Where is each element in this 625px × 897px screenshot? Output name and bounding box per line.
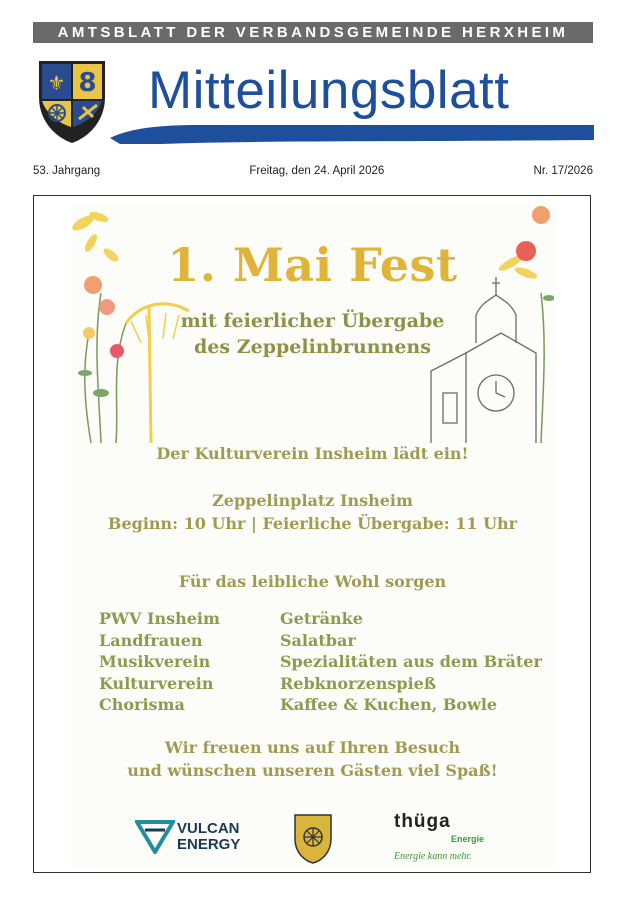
thuega-sub: Energie: [451, 834, 485, 844]
offer-list: [280, 608, 542, 716]
list-item: Chorisma: [99, 695, 185, 714]
thuega-slogan: Energie kann mehr.: [394, 851, 472, 862]
list-item: Kaffee & Kuchen, Bowle: [280, 695, 498, 714]
issue-date: Freitag, den 24. April 2026: [249, 165, 385, 177]
issue-info-line: [33, 165, 593, 177]
masthead-topbar: AMTSBLATT DER VERBANDSGEMEINDE HERXHEIM: [33, 22, 593, 43]
provider-list: [99, 608, 220, 716]
list-item: Landfrauen: [99, 630, 203, 650]
insheim-crest-icon: [293, 813, 333, 865]
svg-text:8: 8: [78, 68, 97, 98]
poster-subtitle-1: mit feierlicher Übergabe: [180, 310, 445, 332]
sponsor-logos: [71, 805, 554, 870]
list-item: Getränke: [280, 609, 363, 628]
vulcan-logo-line-2: ENERGY: [177, 836, 241, 853]
vulcan-logo-icon: [135, 820, 175, 854]
list-item: PWV Insheim: [99, 609, 220, 628]
jahrgang-label: 53. Jahrgang: [33, 165, 101, 177]
poster-place: Zeppelinplatz Insheim: [212, 491, 413, 510]
list-item: Rebknorzenspieß: [280, 673, 436, 693]
poster-subtitle-2: des Zeppelinbrunnens: [194, 336, 431, 358]
vulcan-logo: [177, 821, 240, 853]
poster-food-heading: Für das leibliche Wohl sorgen: [178, 572, 447, 591]
vulcan-logo-line-1: VULCAN: [177, 820, 240, 837]
issue-number: Nr. 17/2026: [533, 165, 593, 177]
poster-closing-1: Wir freuen uns auf Ihren Besuch: [164, 738, 461, 757]
list-item: Salatbar: [280, 630, 356, 650]
list-item: Spezialitäten aus dem Bräter: [280, 652, 542, 671]
poster-title: 1. Mai Fest: [167, 238, 458, 292]
list-item: Kulturverein: [99, 673, 214, 693]
coat-of-arms-icon: [35, 57, 109, 145]
svg-text:⚜: ⚜: [47, 71, 66, 95]
masthead-swoosh: [110, 120, 594, 150]
poster-closing-2: und wünschen unseren Gästen viel Spaß!: [127, 761, 498, 780]
thuega-logo: thüga: [394, 811, 451, 832]
poster-times: Beginn: 10 Uhr | Feierliche Übergabe: 11 Uhr: [107, 514, 518, 533]
list-item: Musikverein: [99, 652, 211, 671]
masthead-title: Mitteilungsblatt: [148, 61, 510, 120]
poster-invite: Der Kulturverein Insheim lädt ein!: [156, 444, 469, 463]
